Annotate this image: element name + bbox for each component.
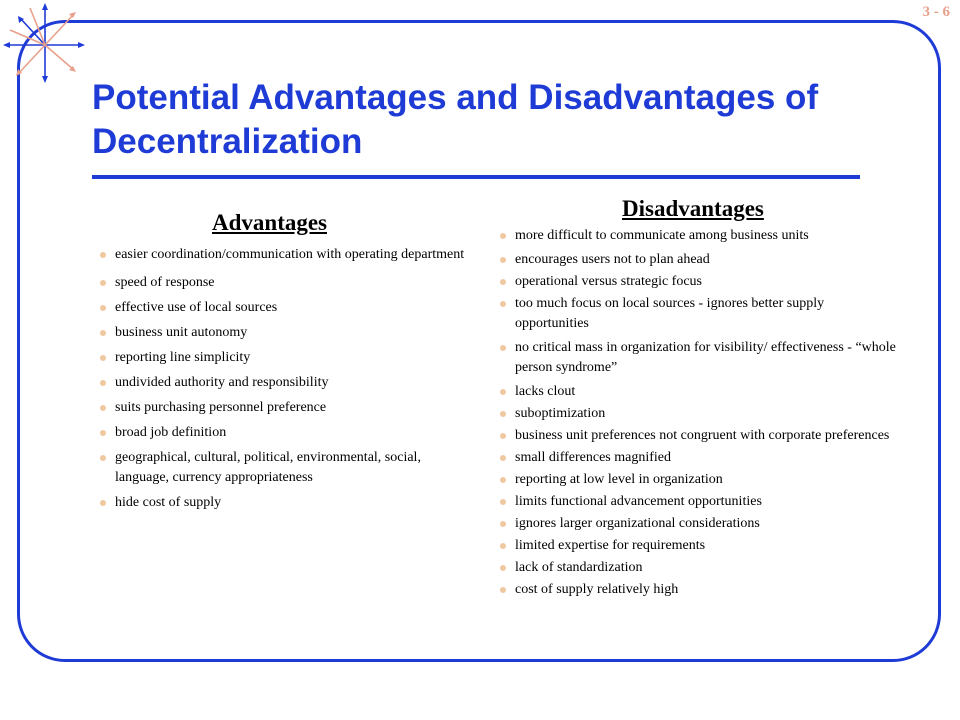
list-item: [500, 492, 900, 512]
list-item: [100, 448, 470, 488]
list-item: [100, 245, 470, 265]
list-item: [500, 536, 900, 556]
list-item-text: limits functional advancement opportunities: [515, 494, 762, 509]
list-item-text: cost of supply relatively high: [515, 582, 679, 597]
list-item: [500, 294, 900, 334]
list-item-text: operational versus strategic focus: [515, 274, 702, 289]
bullet-icon: [500, 543, 506, 549]
list-item: [500, 426, 900, 446]
list-item-text: undivided authority and responsibility: [115, 375, 329, 390]
list-item-text: speed of response: [115, 275, 215, 290]
bullet-icon: [500, 301, 506, 307]
list-item-text: hide cost of supply: [115, 495, 222, 510]
list-item: [500, 272, 900, 292]
list-item-text: effective use of local sources: [115, 300, 278, 315]
list-item: [500, 514, 900, 534]
disadvantages-heading: Disadvantages: [622, 196, 764, 221]
list-item-text: no critical mass in organization for visibility/ effectiveness - “whole person syndrome”: [515, 340, 896, 375]
bullet-icon: [500, 565, 506, 571]
bullet-icon: [500, 279, 506, 285]
list-item: [500, 226, 900, 246]
bullet-icon: [100, 500, 106, 506]
list-item-text: lacks clout: [515, 384, 576, 399]
list-item-text: small differences magnified: [515, 450, 672, 465]
list-item: [500, 404, 900, 424]
list-item: [500, 382, 900, 402]
list-item: [100, 423, 470, 443]
list-item-text: geographical, cultural, political, environmental, social, language, currency appropriateness: [115, 450, 421, 485]
page-number: 3 - 6: [922, 4, 950, 20]
advantages-list: [100, 245, 470, 513]
list-item-text: suits purchasing personnel preference: [115, 400, 327, 415]
page-title: Potential Advantages and Disadvantages of Decentralization: [92, 78, 819, 161]
list-item: [100, 373, 470, 393]
bullet-icon: [500, 521, 506, 527]
bullet-icon: [500, 345, 506, 351]
list-item-text: more difficult to communicate among business units: [515, 228, 809, 243]
bullet-icon: [100, 430, 106, 436]
compass-star-icon: [0, 0, 90, 90]
list-item-text: suboptimization: [515, 406, 606, 421]
list-item: [500, 448, 900, 468]
bullet-icon: [100, 380, 106, 386]
list-item: [100, 398, 470, 418]
bullet-icon: [500, 455, 506, 461]
bullet-icon: [500, 499, 506, 505]
list-item-text: limited expertise for requirements: [515, 538, 706, 553]
list-item-text: too much focus on local sources - ignores better supply opportunities: [515, 296, 825, 331]
list-item: [100, 348, 470, 368]
bullet-icon: [100, 355, 106, 361]
list-item-text: easier coordination/communication with operating department: [115, 247, 465, 262]
bullet-icon: [500, 477, 506, 483]
list-item-text: reporting line simplicity: [115, 350, 251, 365]
bullet-icon: [100, 330, 106, 336]
advantages-heading: Advantages: [212, 210, 328, 235]
bullet-icon: [100, 305, 106, 311]
disadvantages-list: [500, 226, 900, 600]
bullet-icon: [100, 280, 106, 286]
list-item: [500, 338, 900, 378]
bullet-icon: [500, 587, 506, 593]
list-item-text: encourages users not to plan ahead: [515, 252, 710, 267]
list-item-text: business unit autonomy: [115, 325, 248, 340]
title-divider: [92, 175, 860, 179]
list-item: [500, 470, 900, 490]
bullet-icon: [500, 433, 506, 439]
bullet-icon: [500, 389, 506, 395]
bullet-icon: [100, 405, 106, 411]
list-item-text: broad job definition: [115, 425, 227, 440]
bullet-icon: [100, 455, 106, 461]
list-item: [500, 250, 900, 270]
bullet-icon: [500, 411, 506, 417]
list-item-text: lack of standardization: [515, 560, 643, 575]
list-item-text: business unit preferences not congruent with corporate preferences: [515, 428, 890, 443]
list-item-text: reporting at low level in organization: [515, 472, 723, 487]
bullet-icon: [500, 233, 506, 239]
list-item: [100, 298, 470, 318]
list-item: [500, 558, 900, 578]
list-item: [100, 323, 470, 343]
bullet-icon: [100, 252, 106, 258]
list-item-text: ignores larger organizational considerations: [515, 516, 760, 531]
list-item: [100, 273, 470, 293]
bullet-icon: [500, 257, 506, 263]
list-item: [500, 580, 900, 600]
list-item: [100, 493, 470, 513]
